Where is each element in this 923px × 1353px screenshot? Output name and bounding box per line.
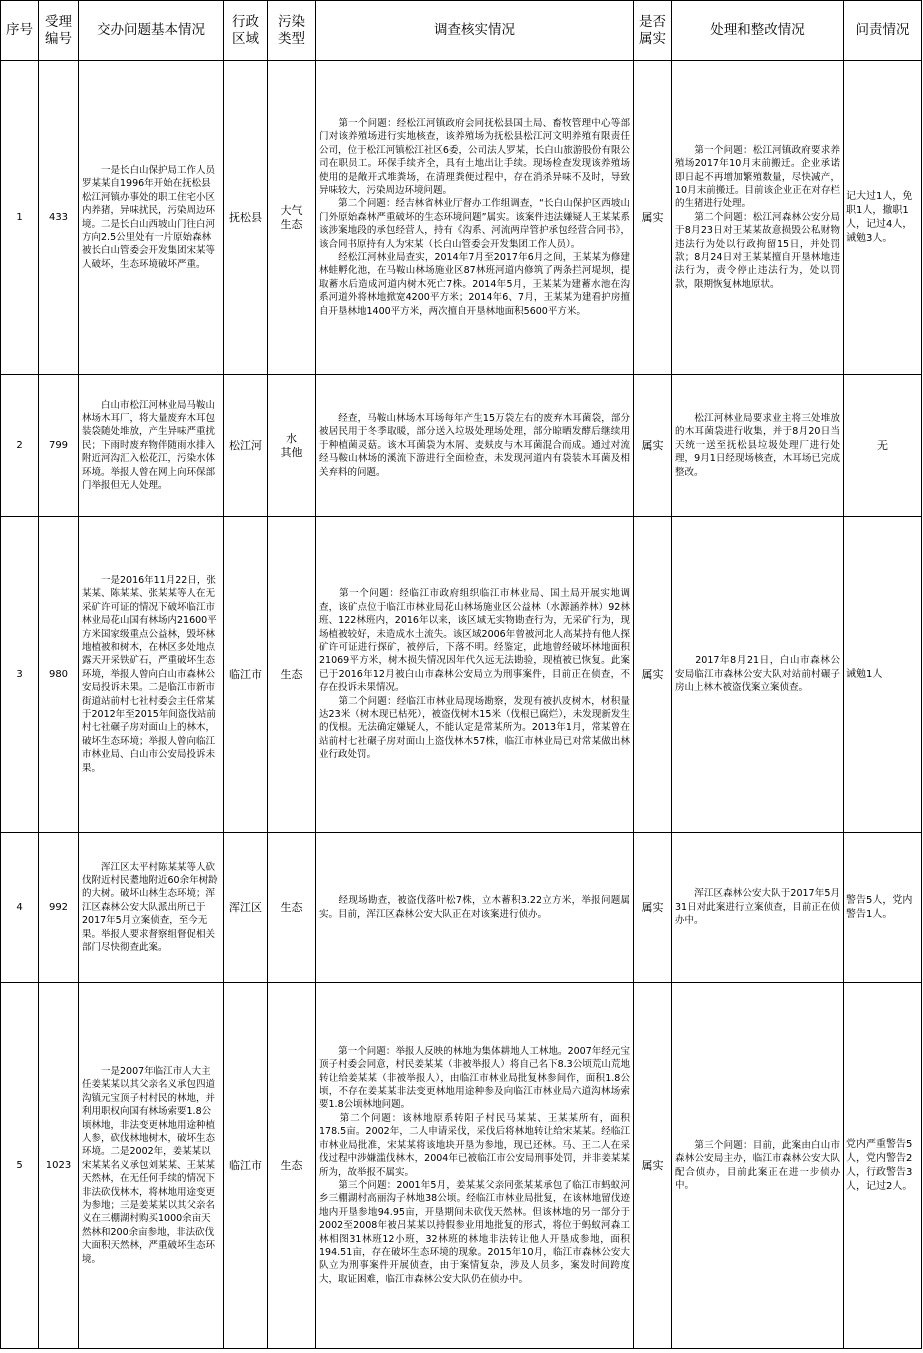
cell-case-no: 980 — [39, 517, 79, 833]
cell-investigation: 第一个问题：举报人反映的林地为集体耕地人工林地。2007年经元宝顶子村委会同意，村民姜某某（非被举报人）将自己名下8.3公顷荒山荒地转让给姜某某（非被举报人），由临江市林业局批复林参间作，面积1.8公顷，不存在姜某某非法变更林地用途种参及向临江市林业局六道沟林场索要1.8公顷林地问题。 第二个问题：该林地原系转阳子村民马某某、王某某所有，面积178.5亩。2002年，二人申请采伐，采伐后将林地转让给宋某某。经临江市林业局批准，宋某某将该地块开垦为参地，现已还林。马、王二人在采伐过程中涉嫌滥伐林木，2004年已被临江市公安局刑事处罚，并非姜某某所为，故举报不属实。 第三个问题：2001年5月，姜某某父亲同张某某承包了临江市蚂蚁河乡三棚湖村高丽沟子林地38公顷。经临江市林业局批复，在该林地留伐迹地内开垦参地94.95亩，开垦期间未砍伐天然林。但该林地的另一部分于2002至2008年被吕某某以持假参业用地批复的形式，将位于蚂蚁河森工林相图31林班12小班，32林班的林地非法转让他人开垦成参地，面积194.51亩，存在破坏生态环境的现象。2015年10月，临江市森林公安大队立为刑事案件开展侦查，由于案情复杂，涉及人员多，案发时间跨度大，取证困难，临江市森林公安大队仍在侦办中。 — [316, 983, 634, 1349]
cell-investigation: 经现场勘查，被盗伐落叶松7株，立木蓄积3.22立方米，举报问题属实。目前，浑江区森林公安大队正在对该案进行侦办。 — [316, 833, 634, 983]
cell-pollution: 水 其他 — [268, 375, 316, 517]
cell-handling: 第一个问题：松江河镇政府要求养殖场2017年10月末前搬迁。企业承诺即日起不再增加繁殖数量，尽快减产，10月末前搬迁。目前该企业正在对存栏的生猪进行处理。 第二个问题：松江河森林公安分局于8月23日对王某某故意损毁公私财物违法行为处以行政拘留15日，并处罚款；8月24日对王某某擅自开垦林地违法行为，责令停止违法行为，处以罚款，限期恢复林地原状。 — [672, 61, 844, 375]
cell-region: 临江市 — [224, 517, 268, 833]
table-row — [1, 833, 922, 983]
table-row — [1, 517, 922, 833]
cell-seq: 3 — [1, 517, 39, 833]
cell-seq: 5 — [1, 983, 39, 1349]
table-header-row — [1, 1, 922, 61]
cell-pollution: 生态 — [268, 983, 316, 1349]
cell-investigation: 第一个问题：经临江市政府组织临江市林业局、国土局开展实地调查，该矿点位于临江市林业局花山林场施业区公益林（水源涵养林）92林班、122林班内，2016年以来，该区域无实物勘查行为，无采矿行为，现场植被较好，未造成水土流失。该区域2006年曾被河北人高某持有他人探矿许可证进行探矿，被停后，下落不明。经鉴定，此地曾经破坏林地面积21069平方米，树木损失情况因年代久远无法勘验，现植被已恢复。此案已于2016年12月被白山市森林公安局立为刑事案件，目前正在侦查，不存在投诉未果情况。 第二个问题：经临江市林业局现场勘察，发现有被扒皮树木，材积量达23米（树木现已枯死），被盗伐树木15米（伐根已腐烂），未发现新发生的伐根。无法确定嫌疑人，不能认定是常某所为。2013年1月，常某曾在站前村七社碾子房对面山上盗伐林木57株，临江市林业局已对常某做出林业行政处罚。 — [316, 517, 634, 833]
cell-case-no: 992 — [39, 833, 79, 983]
table-row — [1, 61, 922, 375]
header-verified: 是否 属实 — [634, 1, 672, 61]
cell-issue: 一是2007年临江市人大主任姜某某以其父亲名义承包四道沟镇元宝顶子村村民的林地，并利用职权向国有林场索要1.8公顷林地，非法变更林地用途种植人参，砍伐林地树木，破坏生态环境。二是2002年，姜某某以宋某某名义承包刘某某、王某某天然林，在无任何手续的情况下非法砍伐林木，将林地用途变更为参地；三是姜某某以其父亲名义在三棚湖村购买1000余亩天然林和200余亩参地，非法砍伐大面积天然林，严重破坏生态环境。 — [79, 983, 224, 1349]
cell-verified: 属实 — [634, 983, 672, 1349]
cell-issue: 一是2016年11月22日，张某某、陈某某、张某某等人在无采矿许可证的情况下破坏临江市林业局花山国有林场内21600平方米国家级重点公益林，毁坏林地植被和树木，在林区多处地点露天开采铁矿石，严重破坏生态环境，举报人曾向白山市森林公安局投诉未果。二是临江市新市街道站前村七社村委会主任常某于2012年至2015年间盗伐站前村七社碾子房对面山上的林木，破坏生态环境；举报人曾向临江市林业局、白山市公安局投诉未果。 — [79, 517, 224, 833]
table-row — [1, 983, 922, 1349]
cell-pollution: 生态 — [268, 833, 316, 983]
cell-pollution: 生态 — [268, 517, 316, 833]
cell-region: 抚松县 — [224, 61, 268, 375]
cell-region: 浑江区 — [224, 833, 268, 983]
cell-investigation: 第一个问题：经松江河镇政府会同抚松县国土局、畜牧管理中心等部门对该养殖场进行实地核查，该养殖场为抚松县松江河文明养殖有限责任公司，位于松江河镇松江社区6委，公司法人罗某，长白山旅游股份有限公司在职员工。环保手续齐全，具有土地出让手续。现场检查发现该养殖场使用的是敞开式堆粪场，在清理粪便过程中，存在消杀异味不及时，导致异味较大，污染周边环境问题。 第二个问题：经吉林省林业厅督办工作组调查，“长白山保护区西坡山门外原始森林严重破坏的生态环境问题”属实。该案件违法嫌疑人王某某系该涉案地段的承包经营人，持有《沟系、河流两岸管护承包经营合同书》，该合同书原持有人为宋某（长白山管委会开发集团工作人员）。 经松江河林业局查实，2014年7月至2017年6月之间，王某某为修建林蛙孵化池，在马鞍山林场施业区87林班河道内修筑了两条拦河堤坝，提取蓄水后造成河道内树木死亡7株。2014年5月，王某某为建蓄水池在沟系河道外将林地掀宽4200平方米；2014年6、7月，王某某为建看护房擅自开垦林地1400平方米，两次擅自开垦林地面积5600平方米。 — [316, 61, 634, 375]
cell-seq: 4 — [1, 833, 39, 983]
cell-pollution: 大气 生态 — [268, 61, 316, 375]
header-accountability: 问责情况 — [844, 1, 922, 61]
header-handling: 处理和整改情况 — [672, 1, 844, 61]
cell-seq: 1 — [1, 61, 39, 375]
cell-handling: 第三个问题：目前，此案由白山市森林公安局主办，临江市森林公安大队配合侦办，目前此案正在进一步侦办中。 — [672, 983, 844, 1349]
header-seq: 序号 — [1, 1, 39, 61]
cell-issue: 白山市松江河林业局马鞍山林场木耳厂，将大量废弃木耳包装袋随处堆放，产生异味严重扰民；下雨时废弃物伴随雨水排入附近河沟汇入松花江，污染水体环境。举报人曾在网上向环保部门举报但无人处理。 — [79, 375, 224, 517]
cell-verified: 属实 — [634, 375, 672, 517]
cell-seq: 2 — [1, 375, 39, 517]
header-pollution: 污染 类型 — [268, 1, 316, 61]
cell-accountability: 警告5人，党内警告1人。 — [844, 833, 922, 983]
cell-handling: 松江河林业局要求业主将三处堆放的木耳菌袋进行收集，并于8月20日当天统一送至抚松县垃圾处理厂进行处理，9月1日经现场核查，木耳场已完成整改。 — [672, 375, 844, 517]
cell-region: 松江河 — [224, 375, 268, 517]
cell-case-no: 433 — [39, 61, 79, 375]
cell-accountability: 记大过1人，免职1人，撤职1人，记过4人，诫勉3人。 — [844, 61, 922, 375]
cell-case-no: 1023 — [39, 983, 79, 1349]
header-region: 行政 区域 — [224, 1, 268, 61]
cell-handling: 浑江区森林公安大队于2017年5月31日对此案进行立案侦查，目前正在侦办中。 — [672, 833, 844, 983]
table-row — [1, 375, 922, 517]
cell-issue: 浑江区太平村陈某某等人砍伐附近村民耋地附近60余年树龄的大树。破坏山林生态环境；浑江区森林公安大队派出所已于2017年5月立案侦查，至今无果。举报人要求督察组督促相关部门尽快彻查此案。 — [79, 833, 224, 983]
cell-issue: 一是长白山保护局工作人员罗某某自1996年开始在抚松县松江河镇办事处的职工住宅小区内养猪，异味扰民，污染周边环境。二是长白山西坡山门往白河方向2.5公里处有一片原始森林被长白山管委会开发集团宋某等人破坏，生态环境破坏严重。 — [79, 61, 224, 375]
cell-verified: 属实 — [634, 61, 672, 375]
header-investigation: 调查核实情况 — [316, 1, 634, 61]
cell-investigation: 经查，马鞍山林场木耳场每年产生15万袋左右的废弃木耳菌袋，部分被居民用于冬季取暖，部分送入垃圾处理场处理，部分晾晒发酵后继续用于种植菌灵菇。该木耳菌袋为木屑、麦麸皮与木耳菌混合而成。通过对流经马鞍山林场的溪流下游进行全面检查，未发现河道内有袋装木耳菌及相关弃料的问题。 — [316, 375, 634, 517]
cell-verified: 属实 — [634, 833, 672, 983]
cell-case-no: 799 — [39, 375, 79, 517]
cell-accountability: 党内严重警告5人，党内警告2人，行政警告3人，记过2人。 — [844, 983, 922, 1349]
cell-handling: 2017年8月21日，白山市森林公安局临江市森林公安大队对站前村碾子房山上林木被盗伐案立案侦查。 — [672, 517, 844, 833]
header-issue: 交办问题基本情况 — [79, 1, 224, 61]
cell-accountability: 无 — [844, 375, 922, 517]
cell-accountability: 诫勉1人 — [844, 517, 922, 833]
cell-region: 临江市 — [224, 983, 268, 1349]
cell-verified: 属实 — [634, 517, 672, 833]
header-case-no: 受理 编号 — [39, 1, 79, 61]
